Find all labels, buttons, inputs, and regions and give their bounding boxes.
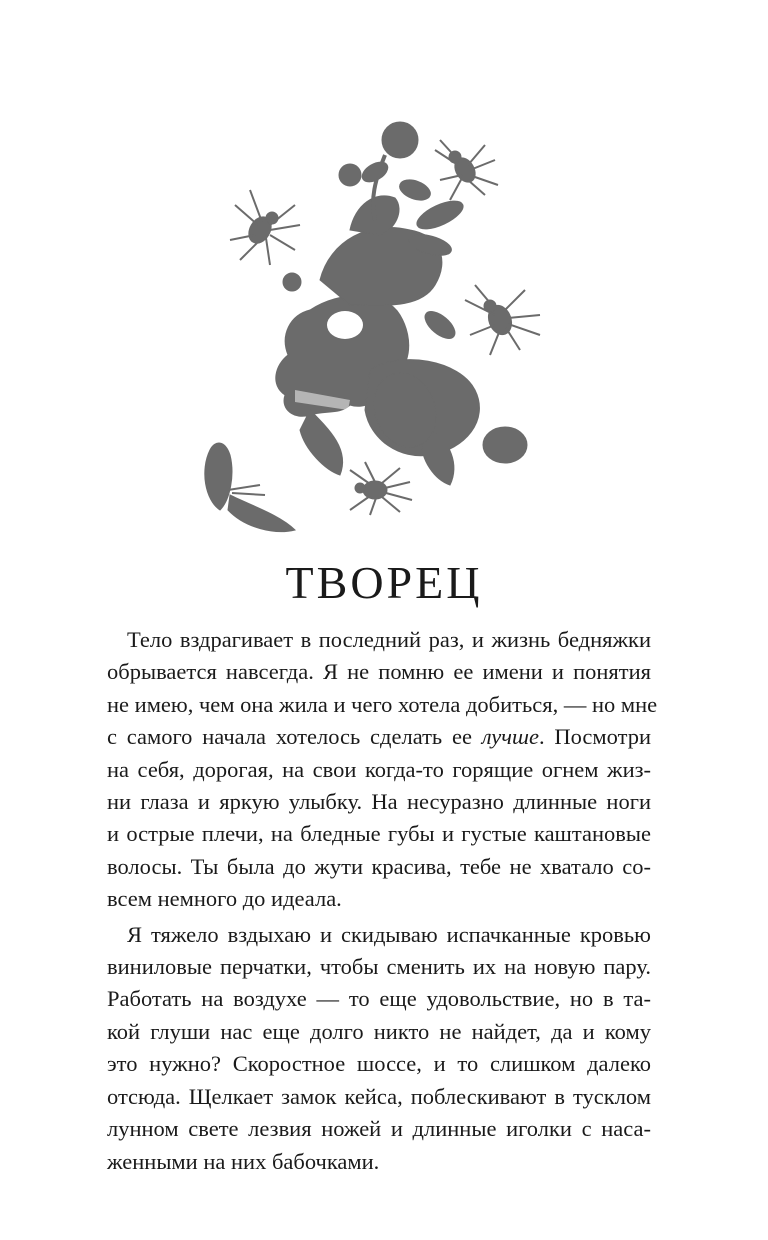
text-line: и острые плечи, на бледные губы и густые каштановые [107,821,651,847]
text-line: на себя, дорогая, на свои когда-то горящие огнем жиз- [107,756,651,782]
paragraph-1 [107,624,658,916]
text-line: Работать на воздухе — то еще удовольствие, но в та- [107,986,651,1012]
text-line: не имею, чем она жила и чего хотела добиться, — но мне [107,691,658,717]
spider-icon [435,140,498,200]
text-line: это нужно? Скоростное шоссе, и то слишком далеко [107,1051,651,1077]
body-text [107,624,658,1181]
spider-icon [230,190,300,265]
paragraph-2 [107,919,651,1178]
text-line: лунном свете лезвия ножей и длинные иголки с наса- [107,1116,651,1142]
text-line: всем немного до идеала. [107,886,342,912]
text-line: кой глуши нас еще долго никто не найдет, да и кому [107,1018,651,1044]
text-line: волосы. Ты была до жути красива, тебе не хватало со- [107,853,651,879]
text-line: обрывается навсегда. Я не помню ее имени и понятия [107,659,651,685]
chapter-title: ТВОРЕЦ [285,557,483,608]
text-line: женными на них бабочками. [107,1148,380,1174]
text-line: Тело вздрагивает в последний раз, и жизнь бедняжки [127,627,651,652]
text-line: с самого начала хотелось сделать ее лучше. Посмотри [107,724,651,750]
emphasis-word: лучше [481,724,539,750]
skull-illustration [200,110,560,550]
moth-icon [205,443,295,532]
text-line: ни глаза и яркую улыбку. На несуразно длинные ноги [107,789,651,815]
spider-icon [350,462,412,515]
text-line: виниловые перчатки, чтобы сменить их на новую пару. [107,954,651,980]
spider-icon [465,285,540,355]
text-line: отсюда. Щелкает замок кейса, поблескивают в тусклом [107,1083,651,1109]
text-line: Я тяжело вздыхаю и скидываю испачканные кровью [127,921,651,947]
